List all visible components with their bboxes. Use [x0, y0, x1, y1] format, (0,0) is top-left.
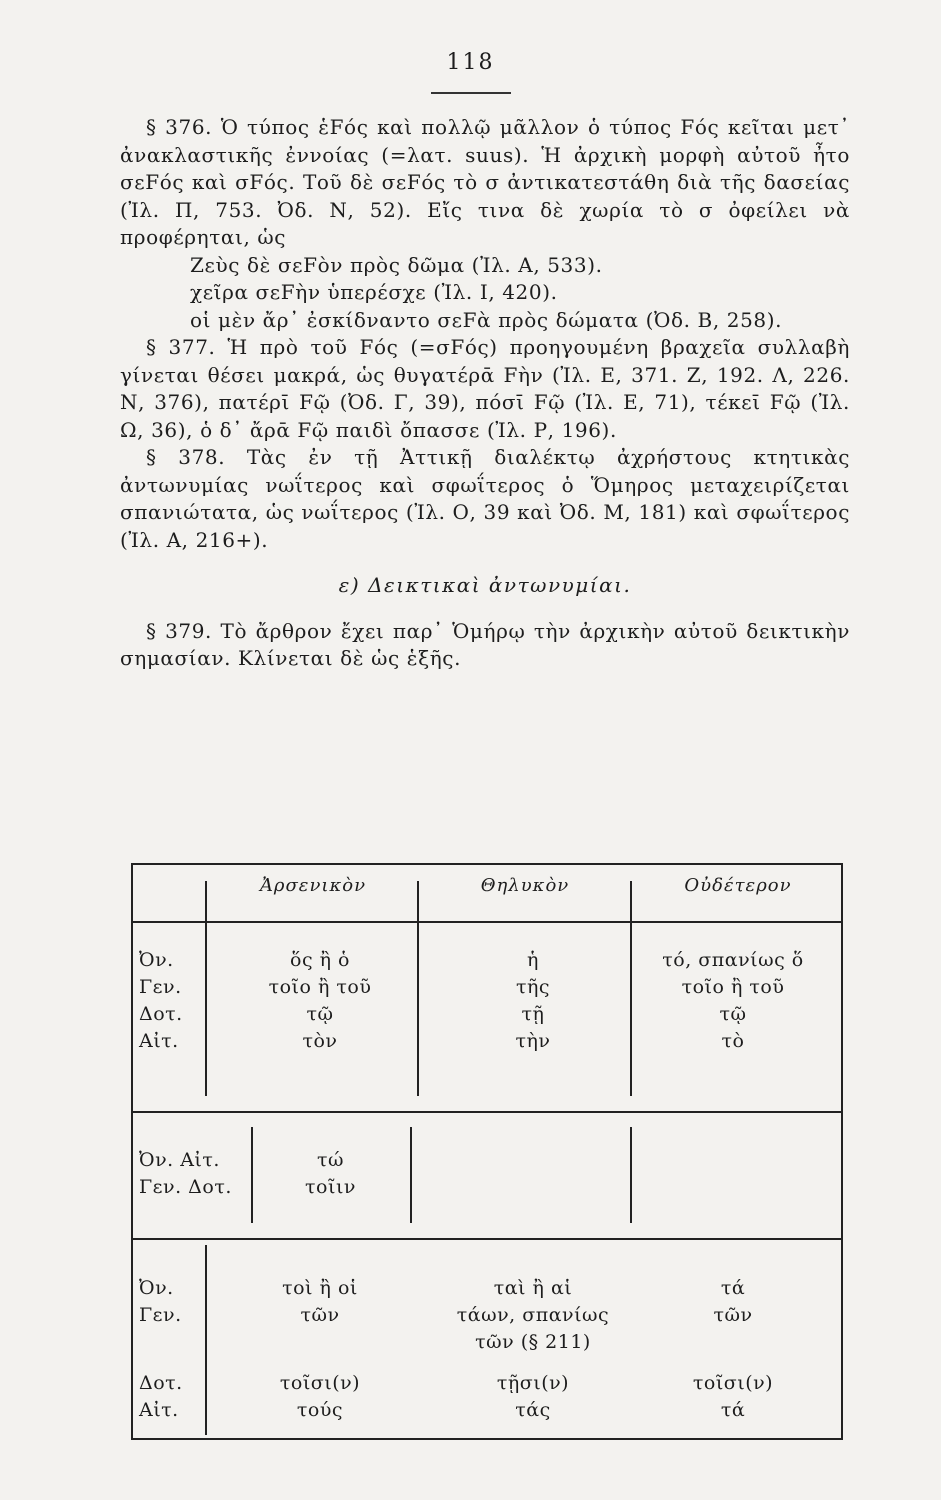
table-rule — [133, 1238, 841, 1240]
case-label: Ὀν. Αἰτ. — [139, 1149, 220, 1171]
form-cell: τάων, σπανίως — [456, 1304, 610, 1326]
example-line: οἱ μὲν ἄρ᾽ ἐσκίδναντο σεFὰ πρὸς δώματα (Ὀδ. Β, 258). — [190, 307, 783, 332]
form-cell: τοῖσι(ν) — [692, 1372, 774, 1394]
paragraph-376: § 376. Ὁ τύπος ἑFός καὶ πολλῷ μᾶλλον ὁ τύπος Fός κεῖται μετ᾽ ἀνακλαστικῆς ἐννοίας (=λατ. suus). Ἡ ἀρχικὴ μορφὴ αὐτοῦ ἦτο σεFός καὶ σFός. Τοῦ δὲ σεFός τὸ σ ἀντικατεστάθη διὰ τῆς δασείας (Ἰλ. Π, 753. Ὀδ. Ν, 52). Εἴς τινα δὲ χωρία τὸ σ ὀφείλει νὰ προφέρηται, ὡς — [120, 115, 850, 249]
header-rule — [431, 92, 511, 94]
form-cell: τώ — [316, 1149, 344, 1171]
form-cell: τῶν — [300, 1304, 340, 1326]
form-cell: ὅς ἢ ὁ — [290, 949, 350, 971]
form-cell: τὴν — [515, 1030, 551, 1052]
form-cell: τοῖιν — [305, 1176, 356, 1198]
form-cell: τῶν (§ 211) — [475, 1331, 591, 1353]
form-cell: τά — [720, 1277, 746, 1299]
form-cell: τῇσι(ν) — [496, 1372, 570, 1394]
form-cell: τοῖσι(ν) — [279, 1372, 361, 1394]
form-cell: τοῖο ἢ τοῦ — [268, 976, 372, 998]
paragraph-378: § 378. Τὰς ἐν τῇ Ἀττικῇ διαλέκτῳ ἀχρήστους κτητικὰς ἀντωνυμίας νωΐτερος καὶ σφωΐτερος ὁ Ὅμηρος μεταχειρίζεται σπανιώτατα, ὡς νωΐτερος (Ἰλ. Ο, 39 καὶ Ὀδ. Μ, 181) καὶ σφωΐτερος (Ἰλ. Α, 216+). — [120, 445, 850, 552]
body-text — [120, 114, 850, 673]
case-label: Δοτ. — [139, 1372, 183, 1394]
header-neuter: Οὐδέτερον — [684, 875, 792, 896]
declension-table — [131, 863, 843, 1440]
header-feminine: Θηλυκὸν — [480, 875, 570, 896]
paragraph-377: § 377. Ἡ πρὸ τοῦ Fός (=σFός) προηγουμένη βραχεῖα συλλαβὴ γίνεται θέσει μακρά, ὡς θυγατέρᾱ Fὴν (Ἰλ. Ε, 371. Ζ, 192. Λ, 226. Ν, 376), πατέρῑ Fῷ (Ὀδ. Γ, 39), πόσῑ Fῷ (Ἰλ. Ε, 71), τέκεῑ Fῷ (Ἰλ. Ω, 36), ὁ δ᾽ ἄρᾱ Fῷ παιδὶ ὄπασσε (Ἰλ. Ρ, 196). — [120, 335, 850, 442]
form-cell: ταὶ ἢ αἱ — [493, 1277, 573, 1299]
form-cell: τοῖο ἢ τοῦ — [681, 976, 785, 998]
table-rule — [133, 921, 841, 923]
case-label: Γεν. — [139, 976, 182, 998]
table-rule — [133, 1111, 841, 1113]
example-line: χεῖρα σεFὴν ὑπερέσχε (Ἰλ. Ι, 420). — [190, 280, 558, 304]
page-number: 118 — [446, 50, 495, 75]
table-rule — [410, 1127, 412, 1223]
case-label: Ὀν. — [139, 1277, 174, 1299]
section-heading: ε) Δεικτικαὶ ἀντωνυμίαι. — [338, 573, 632, 597]
form-cell: τό, σπανίως ὅ — [662, 949, 804, 971]
form-cell: τῆς — [515, 976, 551, 998]
form-cell: τῷ — [306, 1003, 334, 1025]
case-label: Αἰτ. — [139, 1399, 179, 1421]
form-cell: τῷ — [719, 1003, 747, 1025]
case-label: Γεν. — [139, 1304, 182, 1326]
form-cell: ἡ — [527, 949, 539, 971]
form-cell: τούς — [296, 1399, 344, 1421]
form-cell: τῇ — [521, 1003, 545, 1025]
form-cell: τοὶ ἢ οἱ — [282, 1277, 358, 1299]
table-rule — [630, 1127, 632, 1223]
form-cell: τάς — [515, 1399, 551, 1421]
case-label: Ὀν. — [139, 949, 174, 971]
form-cell: τὸ — [721, 1030, 745, 1052]
case-label: Γεν. Δοτ. — [139, 1176, 232, 1198]
form-cell: τῶν — [713, 1304, 753, 1326]
example-line: Ζεὺς δὲ σεFὸν πρὸς δῶμα (Ἰλ. Α, 533). — [190, 252, 603, 277]
form-cell: τά — [720, 1399, 746, 1421]
case-label: Δοτ. — [139, 1003, 183, 1025]
case-label: Αἰτ. — [139, 1030, 179, 1052]
form-cell: τὸν — [302, 1030, 338, 1052]
paragraph-379: § 379. Τὸ ἄρθρον ἔχει παρ᾽ Ὁμήρῳ τὴν ἀρχικὴν αὐτοῦ δεικτικὴν σημασίαν. Κλίνεται δὲ ὡς ἑξῆς. — [120, 618, 850, 670]
header-masculine: Ἀρσενικὸν — [259, 875, 367, 896]
